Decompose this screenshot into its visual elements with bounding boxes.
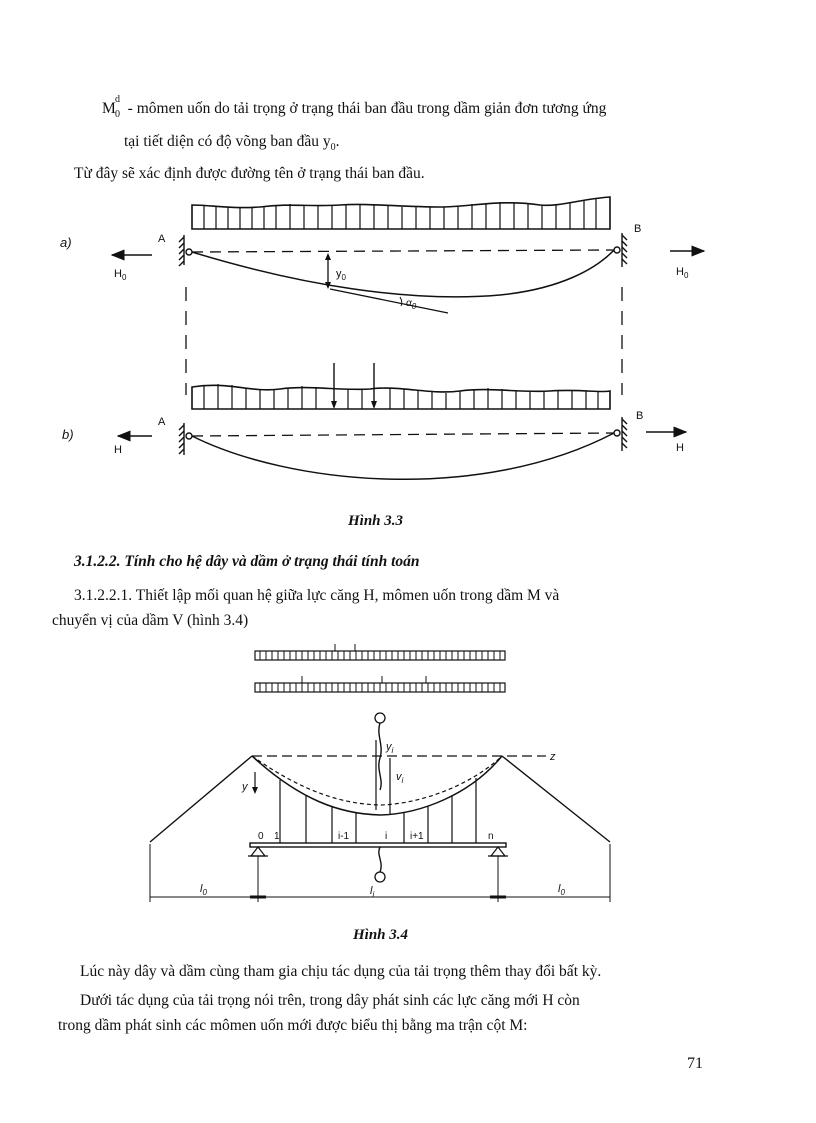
label-a: a) <box>60 235 72 250</box>
cable-top <box>192 250 614 297</box>
text-line-2: tại tiết diện có độ võng ban đầu $y_0$. <box>124 133 340 154</box>
chord-line-bottom <box>192 433 614 436</box>
node-i-1: i-1 <box>338 831 350 842</box>
force-h0-right: $H_0$ <box>676 266 689 280</box>
main-cable <box>252 756 502 815</box>
label-y: y <box>242 781 248 793</box>
paragraph-3-line-1: Dưới tác dụng của tải trọng nói trên, trong dây phát sinh các lực căng mới H còn <box>80 992 580 1009</box>
figure-3-4 <box>130 640 650 910</box>
force-h-right: H <box>676 442 684 454</box>
paragraph-1-line-2: chuyển vị của dầm V (hình 3.4) <box>52 612 249 629</box>
node-i+1: i+1 <box>410 831 424 842</box>
angle-label: $\alpha_0$ <box>406 298 417 311</box>
section-heading: 3.1.2.2. Tính cho hệ dây và dầm ở trạng thái tính toán <box>74 553 420 570</box>
label-l0-right: $l_0$ <box>558 883 565 897</box>
support-a-bottom <box>179 423 192 455</box>
support-b-bottom <box>614 417 627 451</box>
support-a-top <box>179 235 192 266</box>
label-b: b) <box>62 427 74 442</box>
node-0: 0 <box>258 831 264 842</box>
force-h-left: H <box>114 444 122 456</box>
beam-support-left <box>248 847 268 856</box>
support-b-top <box>614 233 627 267</box>
beam-support-right <box>488 847 508 856</box>
node-n: n <box>488 831 494 842</box>
deflected-cable <box>252 756 502 805</box>
node-a-bottom: A <box>158 416 166 428</box>
cable-bottom <box>192 433 614 479</box>
label-li: $l_i$ <box>370 885 375 899</box>
paragraph-2: Lúc này dây và dầm cùng tham gia chịu tác dụng của tải trọng thêm thay đổi bất kỳ. <box>80 963 602 980</box>
deflection-label: $y_0$ <box>336 268 346 282</box>
figure-caption-3-4: Hình 3.4 <box>353 927 409 943</box>
chord-line-top <box>192 250 614 252</box>
initial-load-diagram <box>192 197 610 229</box>
label-z: z <box>550 751 556 763</box>
tangent-line <box>330 289 448 313</box>
paragraph-3-line-2: trong dầm phát sinh các mômen uốn mới được biểu thị bằng ma trận cột M: <box>58 1017 528 1034</box>
label-vi: $v_i$ <box>396 771 404 785</box>
node-1: 1 <box>274 831 280 842</box>
backstay-right <box>502 756 610 842</box>
text-line-3: Từ đây sẽ xác định được đường tên ở trạng thái ban đầu. <box>74 165 425 182</box>
paragraph-1-line-1: 3.1.2.2.1. Thiết lập mối quan hệ giữa lực căng H, mômen uốn trong dầm M và <box>74 587 560 604</box>
node-i: i <box>385 831 388 842</box>
page-number: 71 <box>687 1055 703 1072</box>
text-line-1: M d 0 - mômen uốn do tải trọng ở trạng thái ban đầu trong dầm giản đơn tương ứng <box>102 94 607 120</box>
load-strip-2 <box>255 676 505 692</box>
beam <box>250 843 506 847</box>
node-b-top: B <box>634 223 642 235</box>
node-a-top: A <box>158 233 166 245</box>
backstay-left <box>150 756 252 842</box>
label-l0-left: $l_0$ <box>200 883 207 897</box>
hangers <box>280 778 476 843</box>
math-symbol-m0d: M d 0 <box>102 94 120 120</box>
node-b-bottom: B <box>636 410 644 422</box>
load-strip-1 <box>255 644 505 660</box>
figure-3-3 <box>40 185 760 495</box>
force-h0-left: $H_0$ <box>114 268 127 282</box>
label-yi: $y_i$ <box>386 741 394 755</box>
figure-caption-3-3: Hình 3.3 <box>348 513 404 529</box>
design-load-diagram <box>192 363 610 409</box>
